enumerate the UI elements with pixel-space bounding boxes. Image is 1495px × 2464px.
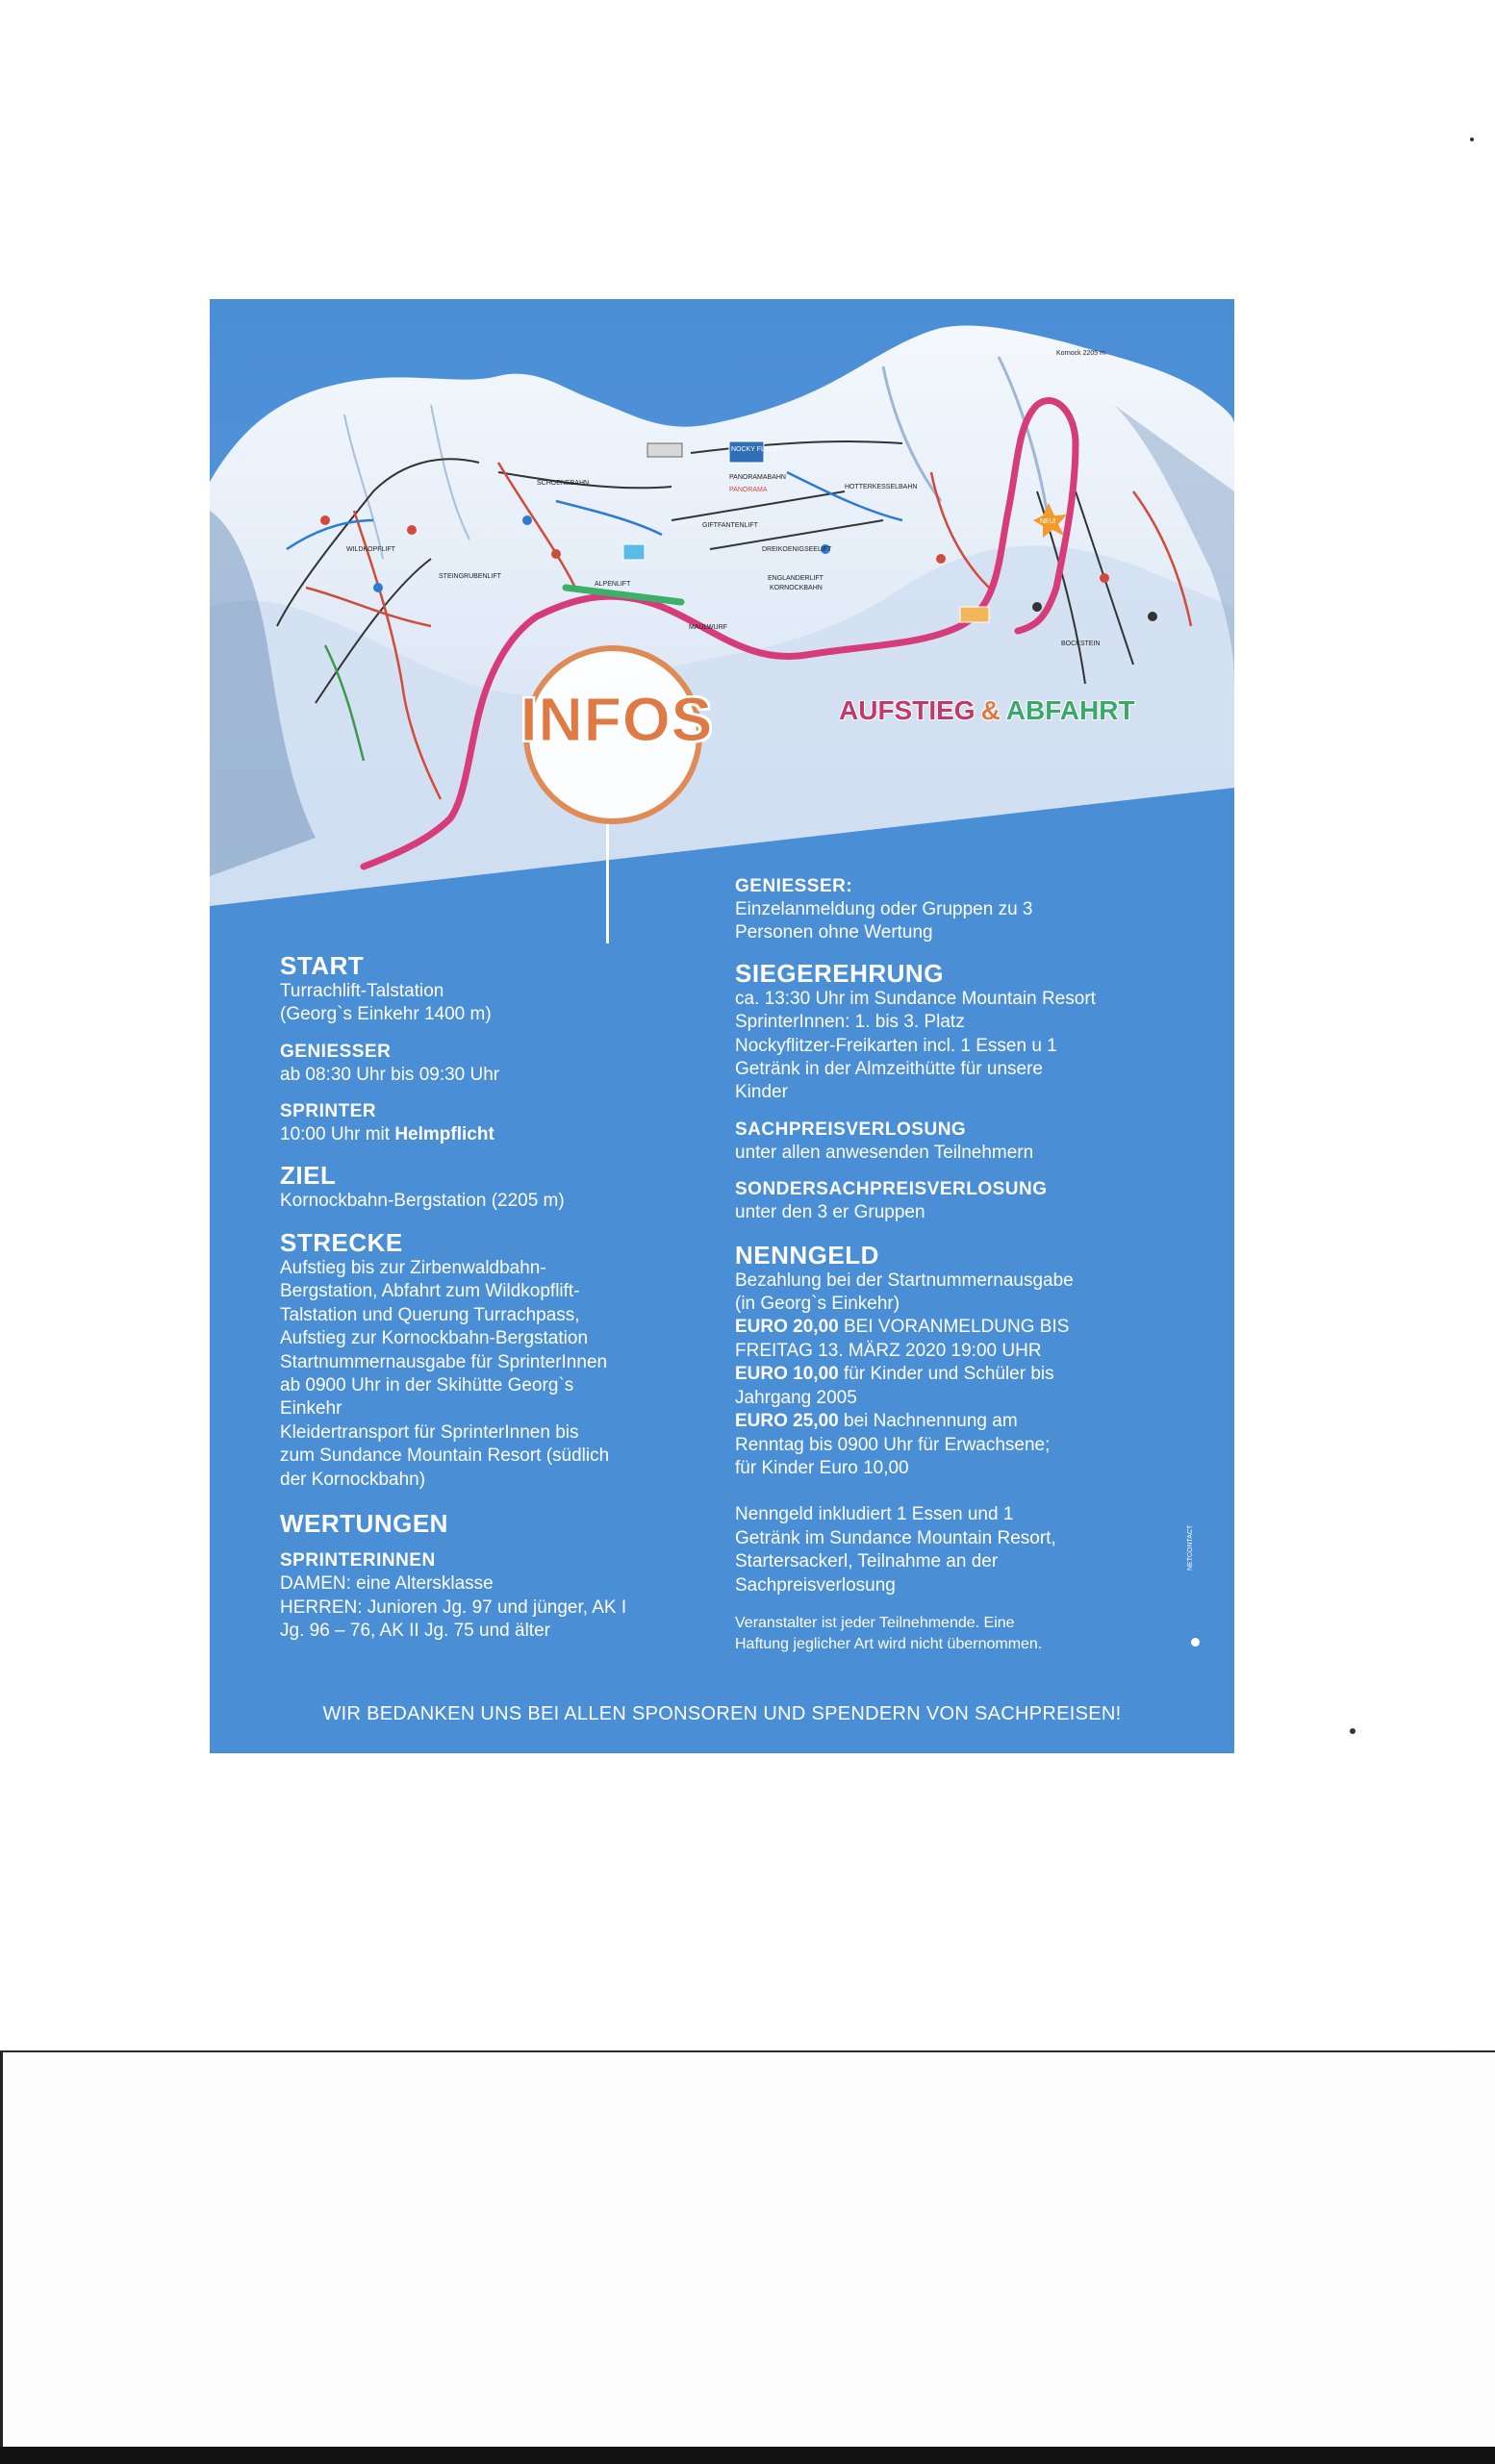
siegerehrung-line: SprinterInnen: 1. bis 3. Platz xyxy=(735,1012,965,1033)
geniesser-groups-line: Personen ohne Wertung xyxy=(735,922,933,943)
section-title-sprinter: SPRINTER xyxy=(280,1101,377,1122)
map-label: ENGLANDERLIFT xyxy=(768,575,824,582)
scan-speck xyxy=(1350,1728,1356,1734)
siegerehrung-line: ca. 13:30 Uhr im Sundance Mountain Resort xyxy=(735,988,1096,1009)
strecke-line: Aufstieg bis zur Zirbenwaldbahn- xyxy=(280,1258,546,1279)
tagline-ampersand: & xyxy=(980,695,1001,725)
infos-badge-label: INFOS xyxy=(519,685,714,754)
section-title-siegerehrung: SIEGEREHRUNG xyxy=(735,958,944,988)
sachpreis-text: unter allen anwesenden Teilnehmern xyxy=(735,1142,1034,1163)
ziel-location: Kornockbahn-Bergstation (2205 m) xyxy=(280,1190,565,1211)
strecke-line: Aufstieg zur Kornockbahn-Bergstation xyxy=(280,1328,589,1349)
map-label: WILDKOPFLIFT xyxy=(346,546,395,553)
sprinter-time xyxy=(280,1123,703,1146)
nenngeld-incl-line: Getränk im Sundance Mountain Resort, xyxy=(735,1527,1056,1548)
strecke-line: ab 0900 Uhr in der Skihütte Georg`s xyxy=(280,1375,574,1396)
geniesser-time: ab 08:30 Uhr bis 09:30 Uhr xyxy=(280,1064,500,1085)
map-label: ALPENLIFT xyxy=(595,581,631,588)
event-flyer xyxy=(210,299,1234,1753)
map-label: GIFTFANTENLIFT xyxy=(702,522,758,529)
disclaimer-line: Haftung jeglicher Art wird nicht übernommen. xyxy=(735,1635,1043,1652)
wertungen-line: HERREN: Junioren Jg. 97 und jünger, AK I xyxy=(280,1597,627,1618)
tagline-abfahrt: ABFAHRT xyxy=(1005,695,1135,725)
fee-text: für Kinder und Schüler bis xyxy=(838,1364,1054,1385)
section-title-ziel: ZIEL xyxy=(280,1160,337,1190)
geniesser-groups-line: Einzelanmeldung oder Gruppen zu 3 xyxy=(735,899,1033,919)
sondersachpreis-text: unter den 3 er Gruppen xyxy=(735,1202,925,1223)
map-label: BOCKSTEIN xyxy=(1061,641,1101,647)
strecke-line: Kleidertransport für SprinterInnen bis xyxy=(280,1421,579,1443)
map-label: STEINGRUBENLIFT xyxy=(439,573,501,580)
sponsor-thanks: WIR BEDANKEN UNS BEI ALLEN SPONSOREN UND SPENDERN VON SACHPREISEN! xyxy=(322,1703,1122,1724)
wertungen-subtitle: SPRINTERINNEN xyxy=(280,1550,436,1571)
siegerehrung-line: Kinder xyxy=(735,1082,788,1103)
nenngeld-incl-line: Sachpreisverlosung xyxy=(735,1574,896,1596)
map-label: NEU! xyxy=(1040,518,1056,525)
tagline xyxy=(839,695,1204,726)
scan-speck xyxy=(1470,138,1474,141)
sprinter-time-text: 10:00 Uhr mit xyxy=(280,1124,395,1145)
map-label: SCHOENEBAHN xyxy=(537,480,590,487)
strecke-line: zum Sundance Mountain Resort (südlich xyxy=(280,1446,610,1467)
strecke-line: Bergstation, Abfahrt zum Wildkopflift- xyxy=(280,1281,580,1302)
ski-map xyxy=(210,299,1234,906)
peak-label: Kornock 2205 m xyxy=(1056,350,1105,357)
nenngeld-line: FREITAG 13. MÄRZ 2020 19:00 UHR xyxy=(735,1340,1042,1361)
wertungen-line: DAMEN: eine Altersklasse xyxy=(280,1573,494,1595)
nenngeld-line: für Kinder Euro 10,00 xyxy=(735,1457,909,1478)
start-location: Turrachlift-Talstation xyxy=(280,981,444,1001)
siegerehrung-line: Getränk in der Almzeithütte für unsere xyxy=(735,1059,1043,1080)
nenngeld-incl-line: Startersackerl, Teilnahme an der xyxy=(735,1551,999,1572)
strecke-line: der Kornockbahn) xyxy=(280,1469,426,1490)
designer-mark: NETCONTACT xyxy=(1187,1524,1194,1571)
tagline-aufstieg: AUFSTIEG xyxy=(839,695,976,725)
strecke-line: Talstation und Querung Turrachpass, xyxy=(280,1304,580,1325)
info-column-left xyxy=(280,951,703,1643)
ski-map-illustration xyxy=(210,299,1234,906)
nenngeld-fee-early xyxy=(735,1316,1187,1339)
fee-amount: EURO 25,00 xyxy=(735,1411,839,1432)
siegerehrung-line: Nockyflitzer-Freikarten incl. 1 Essen u 1 xyxy=(735,1035,1057,1056)
strecke-line: Einkehr xyxy=(280,1398,342,1420)
section-title-nenngeld: NENNGELD xyxy=(735,1240,879,1270)
section-title-start: START xyxy=(280,951,365,980)
start-location-detail: (Georg`s Einkehr 1400 m) xyxy=(280,1004,492,1025)
wertungen-line: Jg. 96 – 76, AK II Jg. 75 und älter xyxy=(280,1620,550,1641)
map-label: PANORAMA xyxy=(729,487,768,493)
nenngeld-fee-late xyxy=(735,1410,1187,1433)
nenngeld-line: (in Georg`s Einkehr) xyxy=(735,1294,900,1315)
section-title-geniesser: GENIESSER xyxy=(280,1041,392,1062)
map-label: KORNOCKBAHN xyxy=(770,585,823,591)
sprinter-helmet-note: Helmpflicht xyxy=(394,1124,494,1145)
nenngeld-incl-line: Nenngeld inkludiert 1 Essen und 1 xyxy=(735,1504,1014,1525)
badge-connector-line xyxy=(606,824,609,943)
section-title-wertungen: WERTUNGEN xyxy=(280,1509,448,1539)
section-title-sachpreisverlosung: SACHPREISVERLOSUNG xyxy=(735,1119,967,1140)
map-label: PANORAMABAHN xyxy=(729,474,786,481)
map-label: NOCKY FLITZER xyxy=(731,446,785,453)
scanner-background xyxy=(0,2050,1495,2464)
strecke-line: Startnummernausgabe für SprinterInnen xyxy=(280,1351,608,1372)
info-column-right xyxy=(735,875,1187,1655)
nenngeld-line: Renntag bis 0900 Uhr für Erwachsene; xyxy=(735,1434,1051,1455)
fee-text: BEI VORANMELDUNG BIS xyxy=(838,1317,1070,1338)
section-title-strecke: STRECKE xyxy=(280,1228,403,1258)
fee-amount: EURO 20,00 xyxy=(735,1317,839,1338)
fee-amount: EURO 10,00 xyxy=(735,1364,839,1385)
designer-logo-dot xyxy=(1191,1638,1200,1647)
map-label: DREIKOENIGSEELIFT xyxy=(762,546,832,553)
section-title-geniesser-groups: GENIESSER: xyxy=(735,876,853,896)
section-title-sondersachpreisverlosung: SONDERSACHPREISVERLOSUNG xyxy=(735,1179,1048,1200)
map-label: HOTTERKESSELBAHN xyxy=(845,484,918,490)
nenngeld-line: Bezahlung bei der Startnummernausgabe xyxy=(735,1270,1074,1291)
fee-text: bei Nachnennung am xyxy=(838,1411,1018,1432)
map-label: MAULWURF xyxy=(689,624,727,631)
nenngeld-line: Jahrgang 2005 xyxy=(735,1387,857,1408)
disclaimer-line: Veranstalter ist jeder Teilnehmende. Eine xyxy=(735,1614,1015,1631)
nenngeld-fee-children xyxy=(735,1363,1187,1386)
